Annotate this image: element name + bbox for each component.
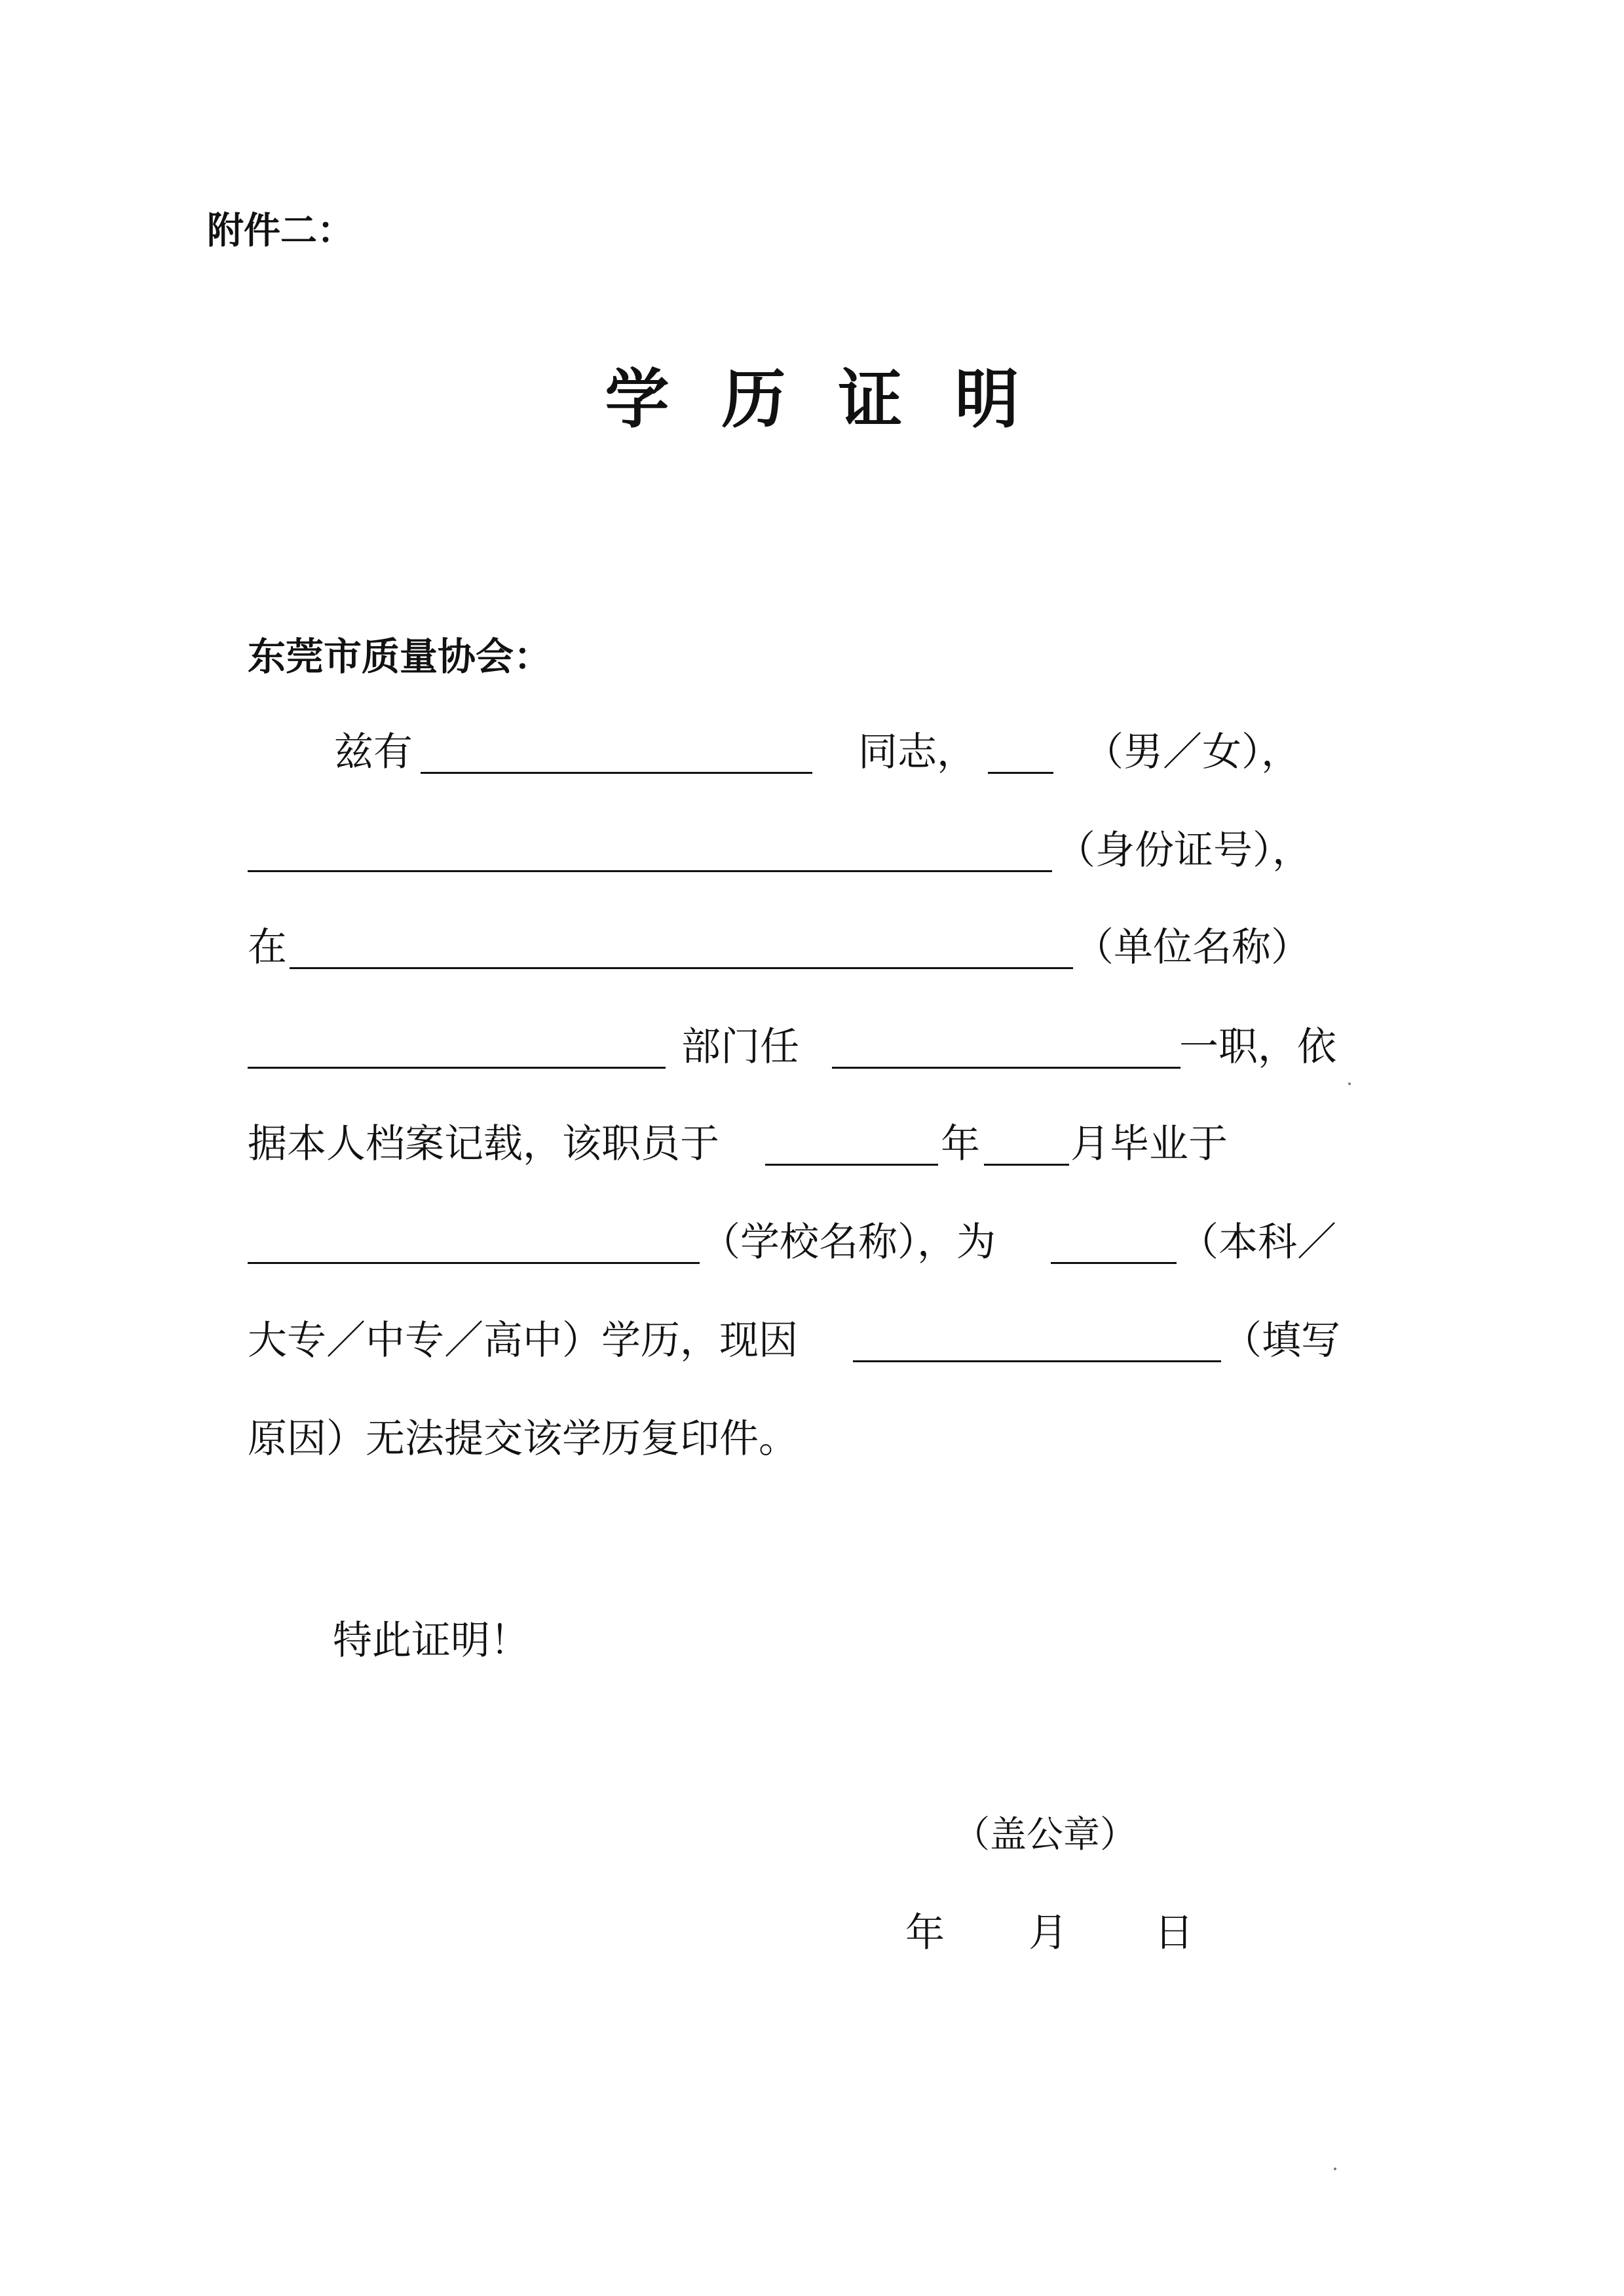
body-text-l5c: 月毕业于 <box>1070 1121 1228 1167</box>
position-blank[interactable] <box>832 1067 1180 1069</box>
body-text-l3b: （单位名称） <box>1074 925 1310 970</box>
education-level-blank[interactable] <box>1051 1262 1177 1264</box>
body-text-l6b: （本科／ <box>1179 1219 1336 1265</box>
organization-blank[interactable] <box>290 967 1073 969</box>
addressee: 东莞市质量协会： <box>248 634 552 679</box>
body-text-l3a: 在 <box>248 925 287 970</box>
seal-label: （盖公章） <box>953 1814 1137 1856</box>
school-name-blank[interactable] <box>248 1262 700 1264</box>
body-text-l1c: （男／女）， <box>1084 729 1300 775</box>
body-text-l2a: （身份证号）， <box>1056 828 1312 873</box>
body-text-l7a: 大专／中专／高中）学历，现因 <box>248 1318 798 1364</box>
scan-speck <box>1334 2168 1336 2170</box>
date-year-label: 年 <box>905 1910 945 1956</box>
date-month-label: 月 <box>1029 1910 1068 1956</box>
name-blank[interactable] <box>421 772 812 774</box>
department-blank[interactable] <box>248 1067 666 1069</box>
body-text-l4b: 一职，依 <box>1179 1024 1336 1070</box>
body-text-l6a: （学校名称），为 <box>701 1219 996 1265</box>
date-day-label: 日 <box>1154 1910 1194 1956</box>
body-text-l5b: 年 <box>941 1121 980 1167</box>
graduation-month-blank[interactable] <box>984 1164 1069 1166</box>
id-number-blank[interactable] <box>248 870 1052 872</box>
graduation-year-blank[interactable] <box>765 1164 938 1166</box>
scan-speck <box>1348 1082 1351 1085</box>
page-title: 学历证明 <box>605 362 1072 437</box>
body-text-l7b: （填写 <box>1222 1318 1340 1364</box>
body-text-l1a: 兹有 <box>334 729 413 775</box>
body-text-l4a: 部门任 <box>681 1024 799 1070</box>
attachment-label: 附件二： <box>207 210 354 252</box>
closing-text: 特此证明！ <box>333 1618 529 1664</box>
reason-blank[interactable] <box>853 1360 1221 1362</box>
body-text-l1b: 同志， <box>858 729 976 775</box>
body-text-l8a: 原因）无法提交该学历复印件。 <box>248 1416 798 1462</box>
gender-blank[interactable] <box>988 772 1053 774</box>
body-text-l5a: 据本人档案记载，该职员于 <box>248 1121 719 1167</box>
